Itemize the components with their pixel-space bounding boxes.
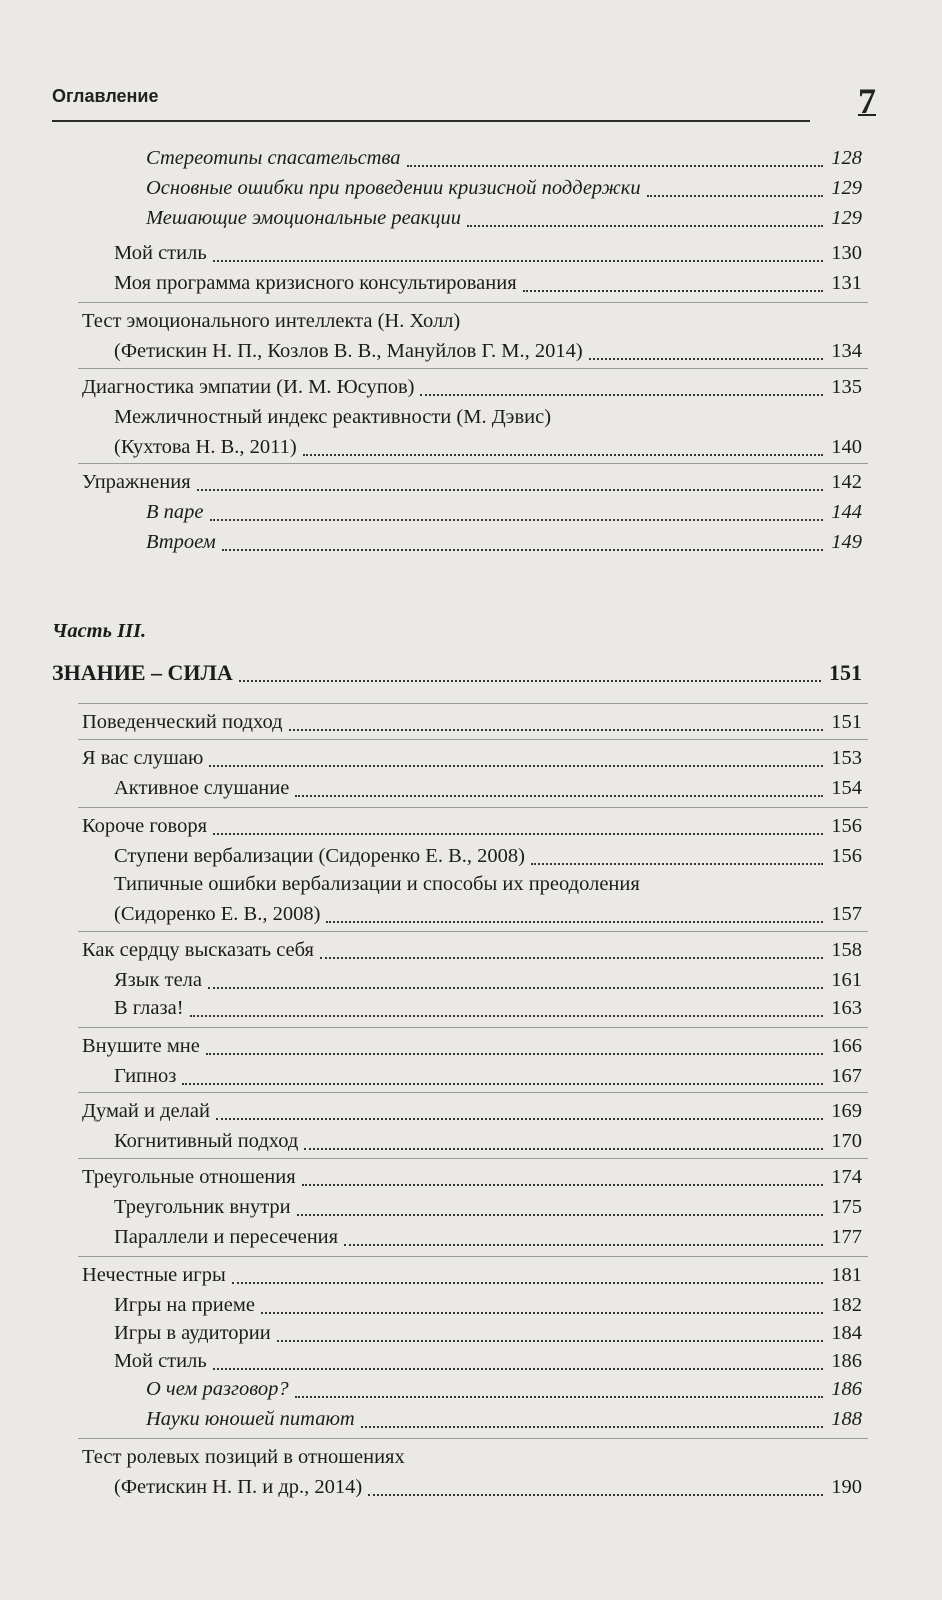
dot-leader: [206, 1053, 823, 1055]
toc-entry[interactable]: [82, 811, 862, 841]
toc-entry-title: Стереотипы спасательства: [146, 147, 401, 169]
dot-leader: [222, 549, 824, 551]
toc-entry-title: Мой стиль: [114, 1350, 207, 1372]
dot-leader: [232, 1282, 824, 1284]
toc-entry[interactable]: [146, 1404, 862, 1434]
toc-entry[interactable]: [114, 268, 862, 298]
dot-leader: [647, 195, 824, 197]
toc-entry-title: Ступени вербализации (Сидоренко Е. В., 2008): [114, 845, 525, 867]
toc-entry[interactable]: [146, 497, 862, 527]
dot-leader: [197, 489, 824, 491]
section-separator: [78, 739, 868, 740]
toc-entry-title: Тест ролевых позиций в отношениях: [82, 1446, 405, 1468]
toc-entry-page: 142: [831, 471, 862, 493]
toc-entry-title: Межличностный индекс реактивности (М. Дэвис): [114, 406, 552, 428]
toc-entry-page: 131: [831, 272, 862, 294]
section-separator: [78, 463, 868, 464]
toc-entry-title: Треугольные отношения: [82, 1166, 296, 1188]
toc-entry-page: 181: [831, 1264, 862, 1286]
toc-entry[interactable]: [114, 1192, 862, 1222]
toc-entry[interactable]: [52, 616, 862, 646]
toc-entry-title: Думай и делай: [82, 1100, 210, 1122]
dot-leader: [239, 680, 821, 682]
toc-entry-page: 161: [831, 969, 862, 991]
toc-entry[interactable]: [82, 1031, 862, 1061]
toc-entry-title: Нечестные игры: [82, 1264, 226, 1286]
dot-leader: [216, 1118, 823, 1120]
toc-entry[interactable]: [114, 402, 862, 432]
toc-entry[interactable]: [114, 869, 862, 899]
toc-entry-title: Я вас слушаю: [82, 747, 204, 769]
toc-entry-page: 144: [831, 501, 862, 523]
toc-entry[interactable]: [114, 1061, 862, 1091]
toc-entry-title: Типичные ошибки вербализации и способы их преодоления: [114, 873, 640, 895]
toc-entry-page: 140: [831, 436, 862, 458]
toc-entry-title: Язык тела: [114, 969, 203, 991]
section-separator: [78, 1158, 868, 1159]
dot-leader: [589, 358, 824, 360]
toc-entry[interactable]: [82, 935, 862, 965]
toc-entry-title: (Фетискин Н. П., Козлов В. В., Мануйлов Г. М., 2014): [114, 340, 583, 362]
toc-entry-title: Параллели и пересечения: [114, 1226, 339, 1248]
toc-entry[interactable]: [114, 993, 862, 1023]
section-separator: [78, 931, 868, 932]
section-separator: [78, 807, 868, 808]
toc-entry-title: Диагностика эмпатии (И. М. Юсупов): [82, 376, 415, 398]
toc-entry-title: ЗНАНИЕ – СИЛА: [52, 660, 233, 685]
toc-entry-page: 188: [831, 1408, 862, 1430]
toc-entry[interactable]: [114, 1318, 862, 1348]
toc-entry[interactable]: [114, 773, 862, 803]
toc-entry-title: Как сердцу высказать себя: [82, 939, 314, 961]
toc-entry[interactable]: [82, 1162, 862, 1192]
toc-entry-page: 170: [831, 1130, 862, 1152]
toc-entry[interactable]: [114, 1222, 862, 1252]
toc-entry-page: 151: [831, 711, 862, 733]
toc-entry-page: 128: [831, 147, 862, 169]
toc-entry-page: 129: [831, 177, 862, 199]
toc-entry-page: 186: [831, 1350, 862, 1372]
toc-entry-page: 154: [831, 777, 862, 799]
toc-entry[interactable]: [146, 173, 862, 203]
toc-entry-title: Моя программа кризисного консультирования: [114, 272, 517, 294]
dot-leader: [295, 1396, 824, 1398]
dot-leader: [361, 1426, 824, 1428]
toc-entry[interactable]: [82, 467, 862, 497]
toc-entry-page: 163: [831, 997, 862, 1019]
dot-leader: [531, 863, 823, 865]
toc-entry-page: 156: [831, 815, 862, 837]
toc-entry-title: Активное слушание: [114, 777, 290, 799]
dot-leader: [304, 1148, 823, 1150]
toc-entry-title: Поведенческий подход: [82, 711, 283, 733]
toc-entry-title: Часть III.: [52, 620, 147, 642]
toc-entry[interactable]: [82, 1096, 862, 1126]
dot-leader: [407, 165, 824, 167]
toc-entry-title: В паре: [146, 501, 204, 523]
dot-leader: [261, 1312, 823, 1314]
page-number: 7: [858, 81, 876, 121]
toc-entry-title: Игры на приеме: [114, 1294, 255, 1316]
toc-entry[interactable]: [146, 203, 862, 233]
dot-leader: [213, 260, 824, 262]
dot-leader: [467, 225, 823, 227]
toc-entry-title: Треугольник внутри: [114, 1196, 291, 1218]
dot-leader: [295, 795, 823, 797]
toc-entry-title: Науки юношей питают: [146, 1408, 355, 1430]
toc-entry-page: 157: [831, 903, 862, 925]
dot-leader: [213, 1368, 824, 1370]
toc-entry-page: 158: [831, 939, 862, 961]
toc-entry-page: 130: [831, 242, 862, 264]
toc-entry-title: Короче говоря: [82, 815, 208, 837]
toc-entry-page: 186: [831, 1378, 862, 1400]
toc-entry-title: В глаза!: [114, 997, 184, 1019]
section-separator: [78, 1027, 868, 1028]
toc-entry-title: Внушите мне: [82, 1035, 200, 1057]
toc-entry[interactable]: [52, 658, 862, 688]
toc-entry-page: 184: [831, 1322, 862, 1344]
toc-entry[interactable]: [114, 899, 862, 929]
running-header-title: Оглавление: [52, 86, 159, 106]
toc-entry-title: Тест эмоционального интеллекта (Н. Холл): [82, 310, 461, 332]
dot-leader: [297, 1214, 824, 1216]
toc-entry-title: Мешающие эмоциональные реакции: [146, 207, 461, 229]
toc-entry[interactable]: [82, 306, 862, 336]
toc-entry[interactable]: [146, 143, 862, 173]
dot-leader: [302, 1184, 824, 1186]
toc-entry[interactable]: [114, 1346, 862, 1376]
toc-entry-title: Игры в аудитории: [114, 1322, 271, 1344]
toc-entry-page: 153: [831, 747, 862, 769]
section-separator: [78, 302, 868, 303]
toc-entry-page: 190: [831, 1476, 862, 1498]
dot-leader: [190, 1015, 824, 1017]
toc-entry-page: 166: [831, 1035, 862, 1057]
toc-entry-title: (Кухтова Н. В., 2011): [114, 436, 297, 458]
toc-entry[interactable]: [82, 707, 862, 737]
toc-entry-title: Втроем: [146, 531, 216, 553]
toc-entry[interactable]: [82, 1260, 862, 1290]
toc-entry[interactable]: [114, 432, 862, 462]
dot-leader: [208, 987, 823, 989]
section-separator: [78, 368, 868, 369]
toc-entry-title: Когнитивный подход: [114, 1130, 299, 1152]
section-separator: [78, 1256, 868, 1257]
dot-leader: [209, 765, 823, 767]
toc-entry[interactable]: [114, 1472, 862, 1502]
toc-entry-title: Гипноз: [114, 1065, 177, 1087]
toc-entry-page: 135: [831, 376, 862, 398]
dot-leader: [213, 833, 823, 835]
toc-entry[interactable]: [114, 841, 862, 871]
toc-entry[interactable]: [82, 372, 862, 402]
toc-entry-page: 129: [831, 207, 862, 229]
toc-entry[interactable]: [114, 238, 862, 268]
toc-entry-title: (Фетискин Н. П. и др., 2014): [114, 1476, 363, 1498]
dot-leader: [368, 1494, 823, 1496]
dot-leader: [420, 394, 823, 396]
toc-entry-title: (Сидоренко Е. В., 2008): [114, 903, 321, 925]
toc-entry[interactable]: [114, 1126, 862, 1156]
section-separator: [78, 1092, 868, 1093]
toc-entry-page: 134: [831, 340, 862, 362]
dot-leader: [182, 1083, 823, 1085]
dot-leader: [320, 957, 823, 959]
toc-entry-page: 182: [831, 1294, 862, 1316]
toc-entry-title: Упражнения: [82, 471, 191, 493]
toc-entry-page: 169: [831, 1100, 862, 1122]
dot-leader: [303, 454, 824, 456]
toc-entry[interactable]: [114, 336, 862, 366]
toc-entry-page: 174: [831, 1166, 862, 1188]
dot-leader: [326, 921, 823, 923]
toc-entry[interactable]: [146, 527, 862, 557]
dot-leader: [210, 519, 824, 521]
toc-entry-page: 151: [829, 660, 862, 685]
toc-entry-page: 149: [831, 531, 862, 553]
toc-entry-title: Мой стиль: [114, 242, 207, 264]
toc-entry-page: 175: [831, 1196, 862, 1218]
dot-leader: [277, 1340, 824, 1342]
toc-entry-page: 177: [831, 1226, 862, 1248]
toc-entry-title: Основные ошибки при проведении кризисной поддержки: [146, 177, 641, 199]
toc-entry-page: 167: [831, 1065, 862, 1087]
dot-leader: [344, 1244, 823, 1246]
toc-entry[interactable]: [82, 743, 862, 773]
section-separator: [78, 703, 868, 704]
toc-entry[interactable]: [114, 1290, 862, 1320]
dot-leader: [523, 290, 824, 292]
toc-entry[interactable]: [114, 965, 862, 995]
toc-entry-page: 156: [831, 845, 862, 867]
toc-entry[interactable]: [146, 1374, 862, 1404]
toc-entry-title: О чем разговор?: [146, 1378, 289, 1400]
section-separator: [78, 1438, 868, 1439]
dot-leader: [289, 729, 824, 731]
toc-entry[interactable]: [82, 1442, 862, 1472]
